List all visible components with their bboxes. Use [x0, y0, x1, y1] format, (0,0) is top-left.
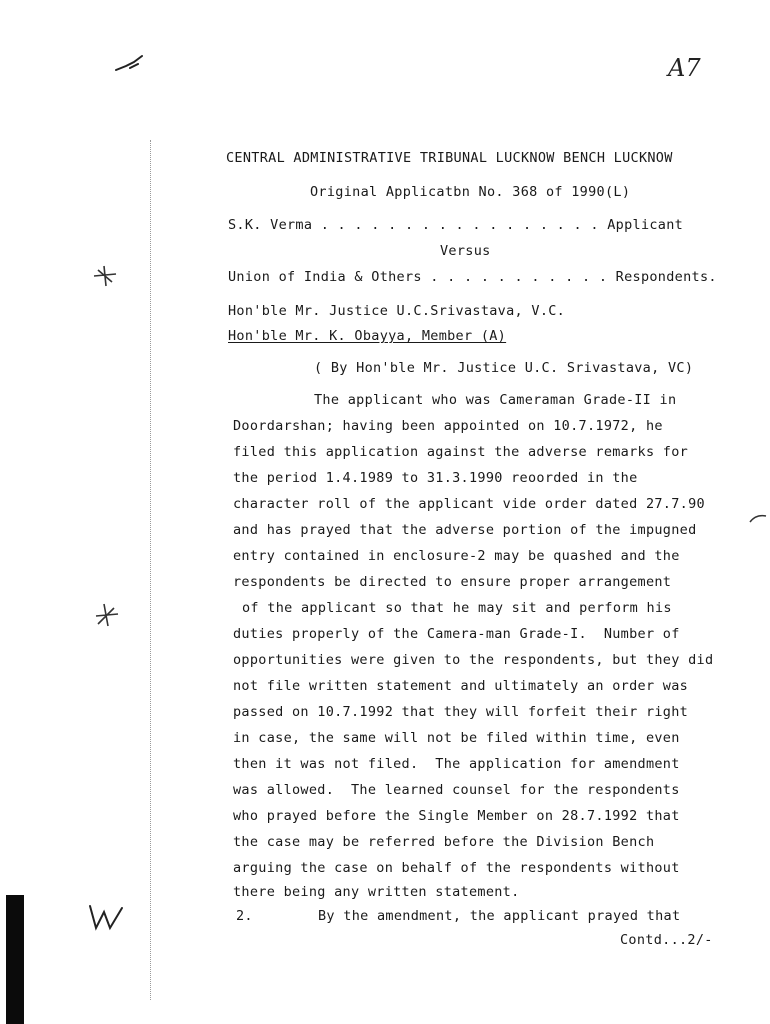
page-number-mark: A7 [668, 54, 701, 82]
body-line: then it was not filed. The application for amendment [233, 756, 680, 772]
scan-edge-bar [6, 895, 24, 1024]
body-line: passed on 10.7.1992 that they will forfeit their right [233, 704, 689, 720]
body-line: the period 1.4.1989 to 31.3.1990 reoorded in the [233, 470, 638, 486]
body-line: The applicant who was Cameraman Grade-II in [314, 392, 677, 408]
body-line: filed this application against the adverse remarks for [233, 444, 689, 460]
body-line: duties properly of the Camera-man Grade-I. Number of [233, 626, 680, 642]
body-line: not file written statement and ultimately an order was [233, 678, 689, 694]
handwritten-star-mark-2 [92, 600, 122, 630]
handwritten-initial-mark [86, 900, 126, 934]
body-line: arguing the case on behalf of the respondents without [233, 860, 680, 876]
margin-line [150, 140, 151, 1000]
body-line: of the applicant so that he may sit and perform his [242, 600, 672, 616]
body-line: in case, the same will not be filed within time, even [233, 730, 680, 746]
applicant-line: S.K. Verma . . . . . . . . . . . . . . . . . Applicant [228, 217, 684, 233]
body-line: the case may be referred before the Division Bench [233, 834, 655, 850]
body-line: respondents be directed to ensure proper arrangement [233, 574, 672, 590]
versus-label: Versus [440, 243, 491, 259]
body-line: who prayed before the Single Member on 28.7.1992 that [233, 808, 680, 824]
body-line: was allowed. The learned counsel for the respondents [233, 782, 680, 798]
bench-member-2: Hon'ble Mr. K. Obayya, Member (A) [228, 328, 507, 344]
handwritten-tick-mark [112, 52, 152, 76]
respondents-line: Union of India & Others . . . . . . . . . . . Respondents. [228, 269, 717, 285]
paragraph-2-text: By the amendment, the applicant prayed that [318, 908, 681, 924]
judgment-author: ( By Hon'ble Mr. Justice U.C. Srivastava, VC) [314, 360, 694, 376]
body-line: character roll of the applicant vide order dated 27.7.90 [233, 496, 705, 512]
bench-member-1: Hon'ble Mr. Justice U.C.Srivastava, V.C. [228, 303, 566, 319]
handwritten-star-mark [90, 262, 120, 288]
body-line: and has prayed that the adverse portion of the impugned [233, 522, 697, 538]
application-number: Original Applicatbn No. 368 of 1990(L) [310, 184, 631, 200]
body-line: entry contained in enclosure-2 may be quashed and the [233, 548, 680, 564]
paragraph-number: 2. [236, 908, 253, 924]
document-title: CENTRAL ADMINISTRATIVE TRIBUNAL LUCKNOW BENCH LUCKNOW [226, 150, 673, 166]
body-line: Doordarshan; having been appointed on 10.7.1972, he [233, 418, 663, 434]
margin-tick-mark [748, 512, 768, 526]
continued-marker: Contd...2/- [620, 932, 713, 948]
body-line: opportunities were given to the respondents, but they did [233, 652, 714, 668]
body-line: there being any written statement. [233, 884, 520, 900]
